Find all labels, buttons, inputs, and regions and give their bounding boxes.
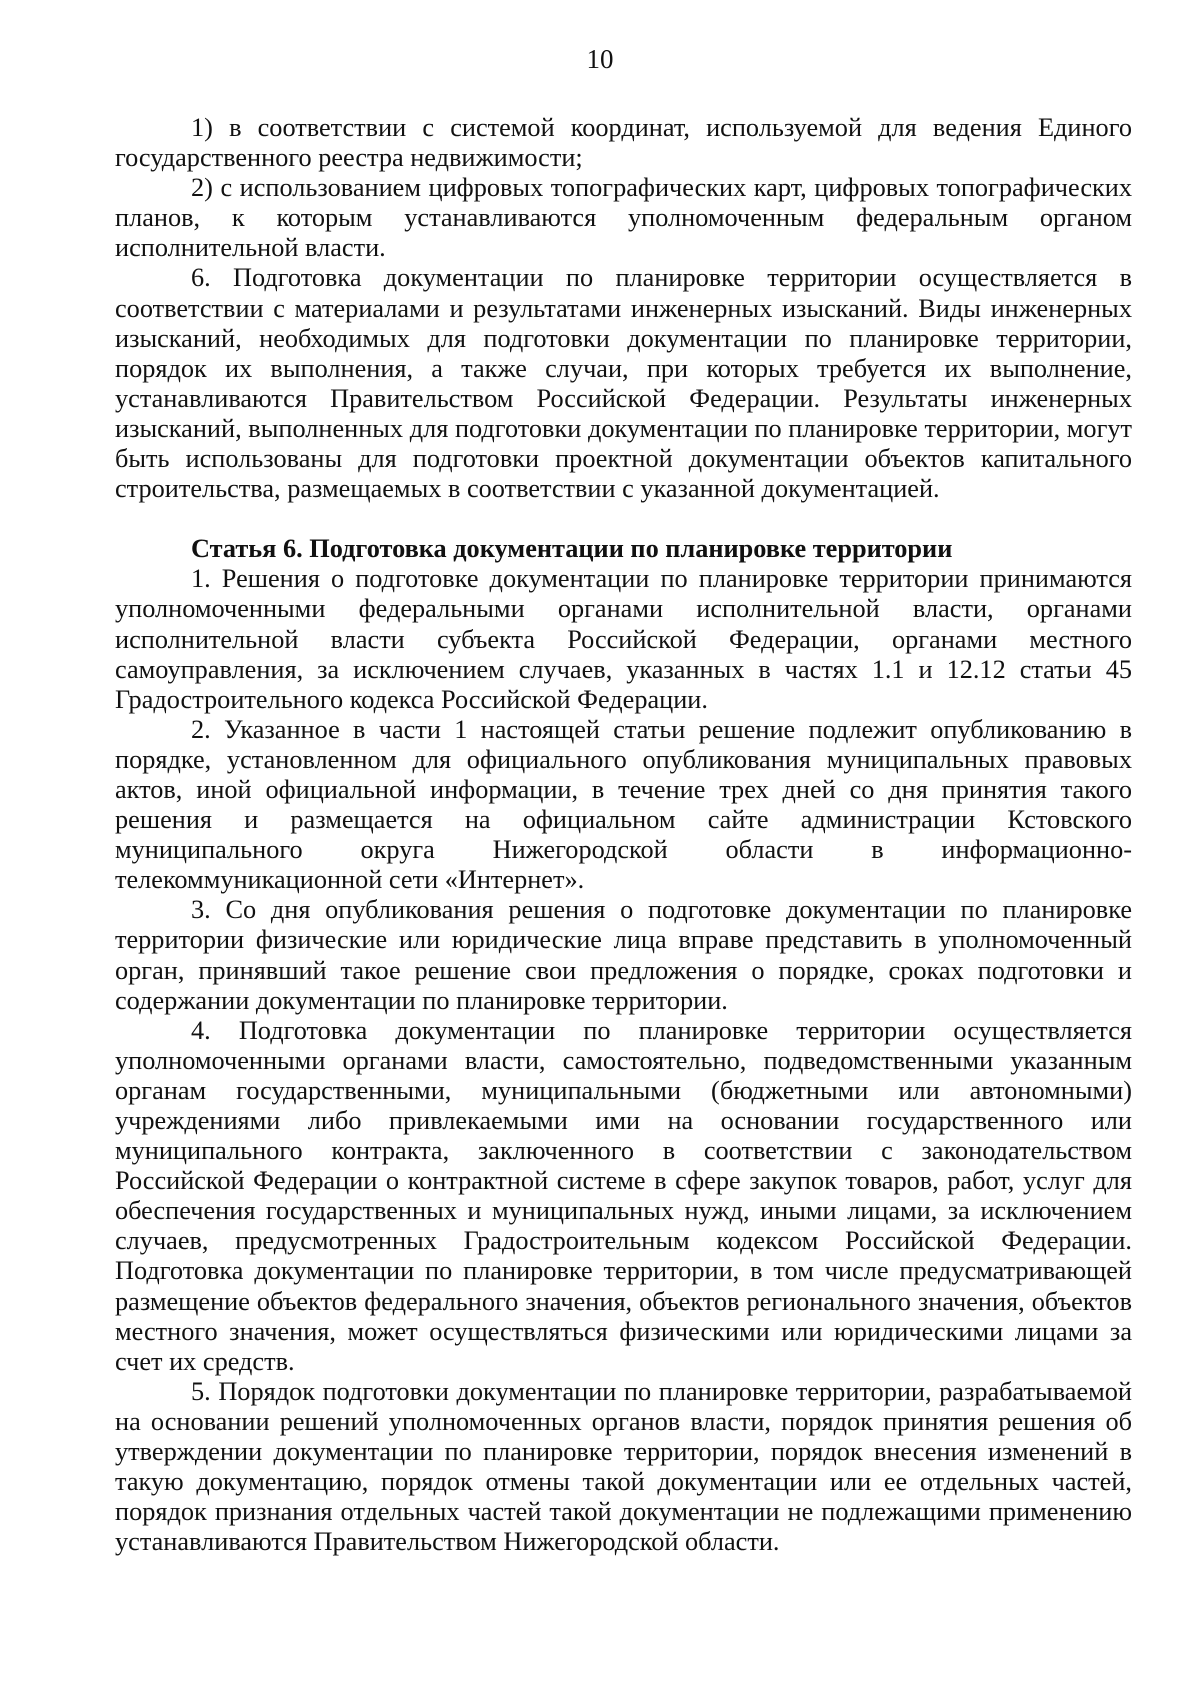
page-number: 10 [586, 44, 614, 74]
article-paragraph-3: 3. Со дня опубликования решения о подготовке документации по планировке территории физические или юридические лица вправе представить в уполномоченный орган, принявший такое решение свои предложения о порядке, сроках подготовки и содержании документации по планировке территории. [115, 895, 1132, 1015]
article-paragraph-5: 5. Порядок подготовки документации по планировке территории, разрабатываемой на основании решений уполномоченных органов власти, порядок принятия решения об утверждении документации по планировке территории, порядок внесения изменений в такую документацию, порядок отмены такой документации или ее отдельных частей, порядок признания отдельных частей такой документации не подлежащими применению устанавливаются Правительством Нижегородской области. [115, 1376, 1132, 1557]
paragraph-item-1: 1) в соответствии с системой координат, используемой для ведения Единого государственного реестра недвижимости; [115, 113, 1132, 173]
article-paragraph-2: 2. Указанное в части 1 настоящей статьи решение подлежит опубликованию в порядке, установленном для официального опубликования муниципальных правовых актов, иной официальной информации, в течение трех дней со дня принятия такого решения и размещается на официальном сайте администрации Кстовского муниципального округа Нижегородской области в информационно-телекоммуникационной сети «Интернет». [115, 714, 1132, 895]
document-body [115, 113, 1132, 1557]
paragraph-item-2: 2) с использованием цифровых топографических карт, цифровых топографических планов, к которым устанавливаются уполномоченным федеральным органом исполнительной власти. [115, 173, 1132, 263]
paragraph-section-6: 6. Подготовка документации по планировке территории осуществляется в соответствии с материалами и результатами инженерных изысканий. Виды инженерных изысканий, необходимых для подготовки документации по планировке территории, порядок их выполнения, а также случаи, при которых требуется их выполнение, устанавливаются Правительством Российской Федерации. Результаты инженерных изысканий, выполненных для подготовки документации по планировке территории, могут быть использованы для подготовки проектной документации объектов капитального строительства, размещаемых в соответствии с указанной документацией. [115, 263, 1132, 504]
article-heading: Статья 6. Подготовка документации по планировке территории [191, 534, 953, 564]
article-paragraph-4: 4. Подготовка документации по планировке территории осуществляется уполномоченными органами власти, самостоятельно, подведомственными указанным органам государственными, муниципальными (бюджетными или автономными) учреждениями либо привлекаемыми ими на основании государственного или муниципального контракта, заключенного в соответствии с законодательством Российской Федерации о контрактной системе в сфере закупок товаров, работ, услуг для обеспечения государственных и муниципальных нужд, иными лицами, за исключением случаев, предусмотренных Градостроительным кодексом Российской Федерации. Подготовка документации по планировке территории, в том числе предусматривающей размещение объектов федерального значения, объектов регионального значения, объектов местного значения, может осуществляться физическими или юридическими лицами за счет их средств. [115, 1015, 1132, 1376]
article-paragraph-1: 1. Решения о подготовке документации по планировке территории принимаются уполномоченными федеральными органами исполнительной власти, органами исполнительной власти субъекта Российской Федерации, органами местного самоуправления, за исключением случаев, указанных в частях 1.1 и 12.12 статьи 45 Градостроительного кодекса Российской Федерации. [115, 564, 1132, 714]
